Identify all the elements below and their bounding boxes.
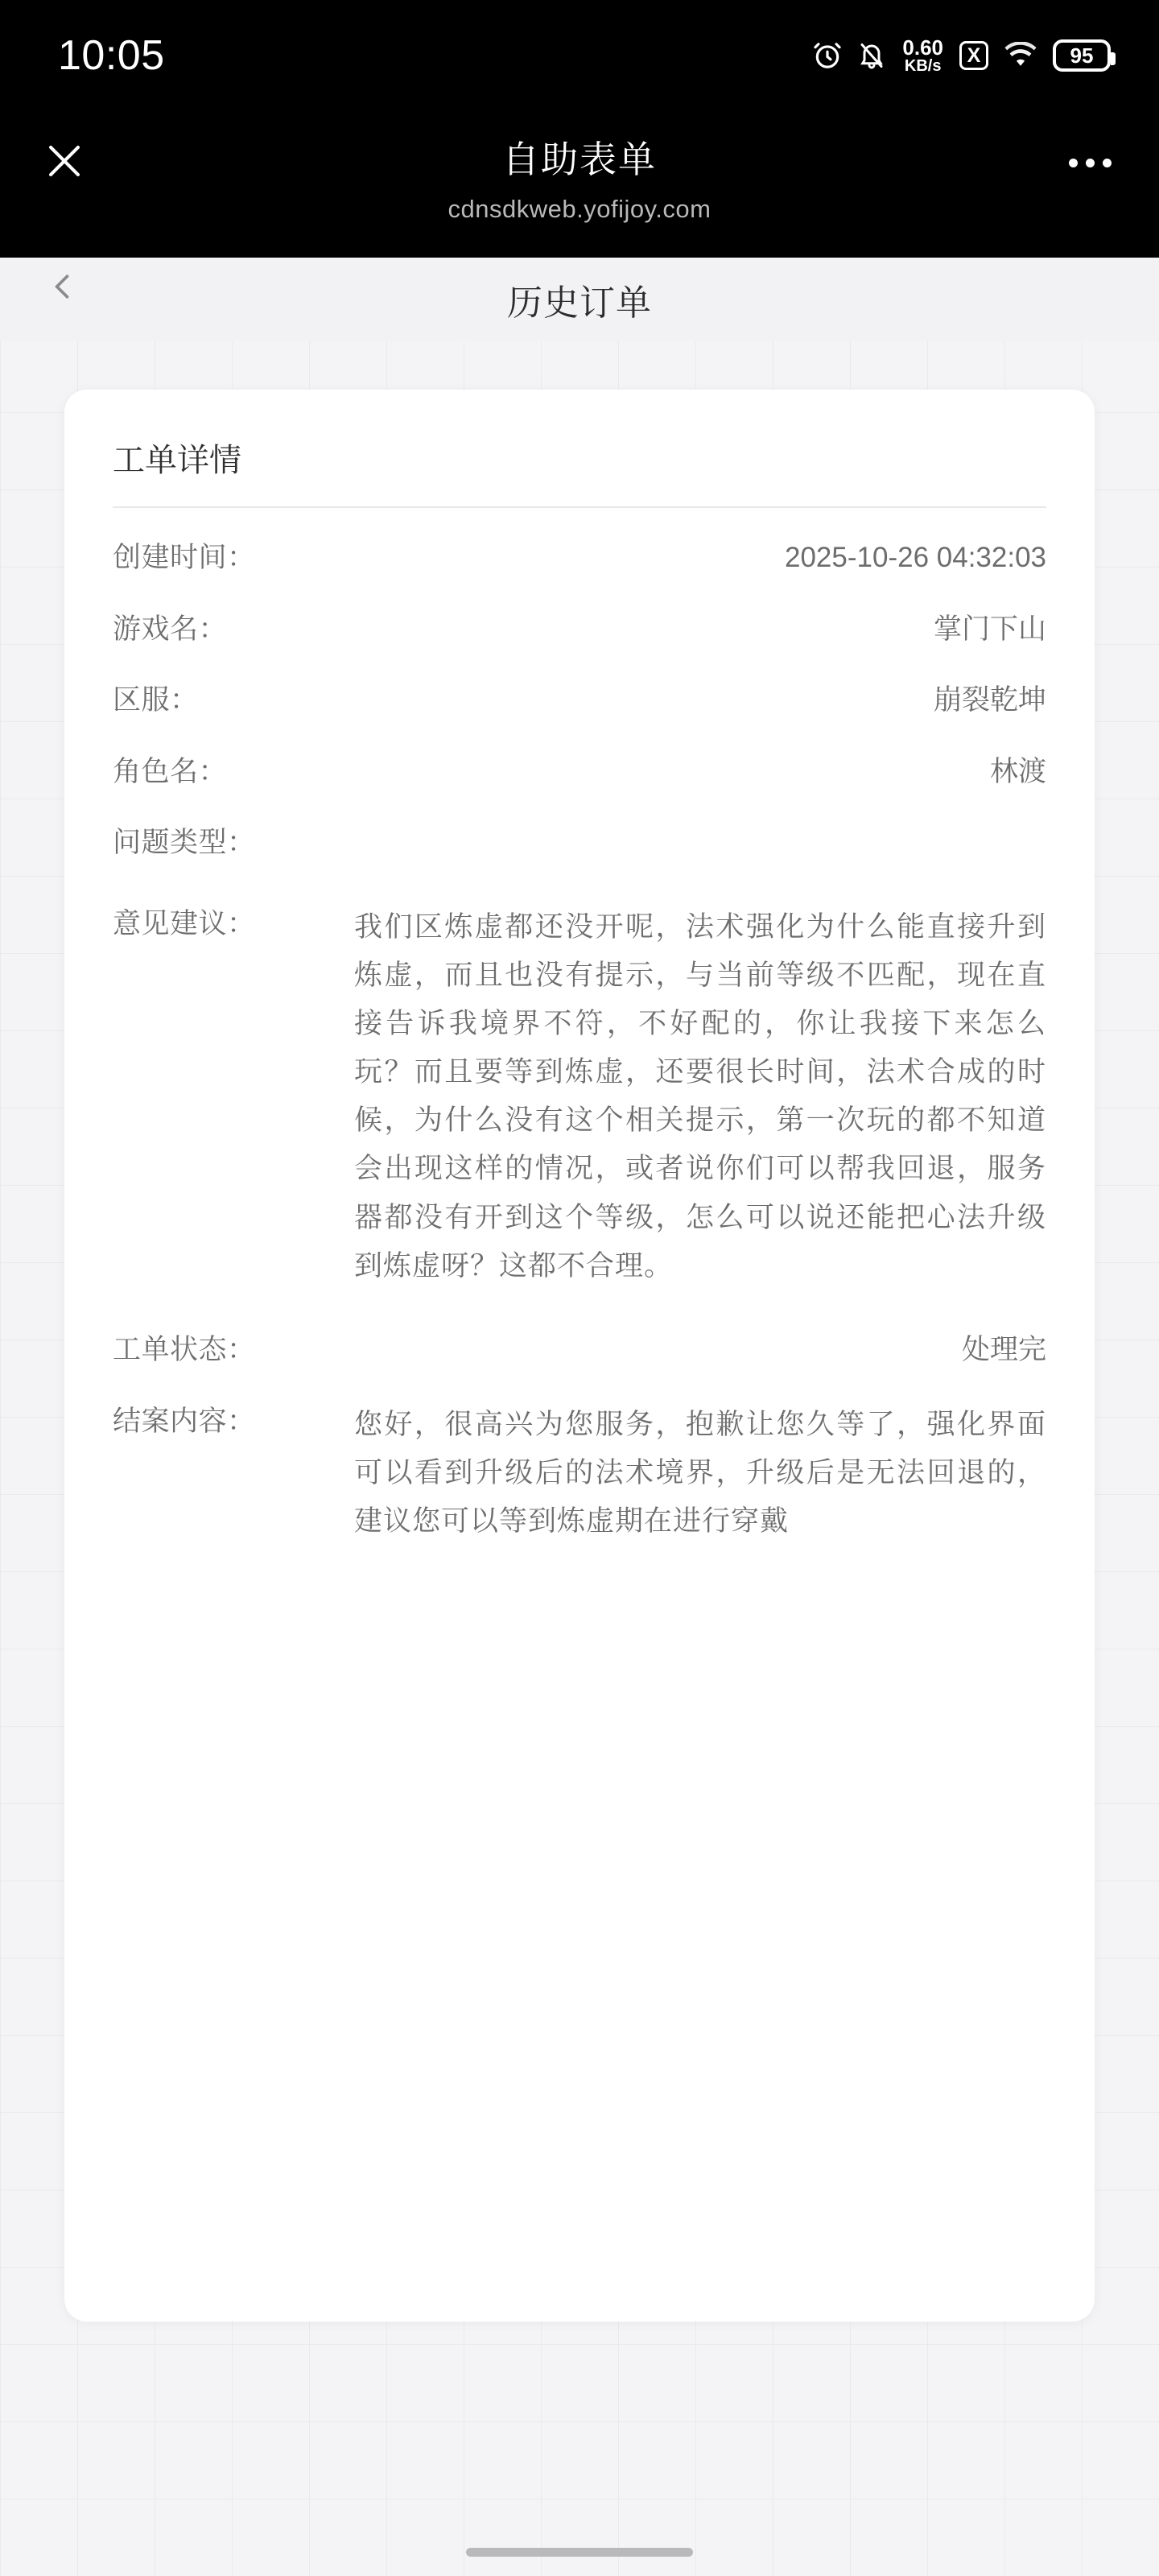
- page-content: [0, 258, 1159, 2576]
- table-row: [113, 1401, 1046, 1546]
- history-orders-header: [0, 258, 1159, 341]
- row-label: 游戏名：: [113, 613, 228, 645]
- row-label: 创建时间：: [113, 542, 256, 573]
- table-row: [113, 537, 1046, 580]
- page-title: 自助表单: [501, 138, 657, 180]
- row-label: 角色名：: [113, 755, 228, 787]
- table-row: [113, 609, 1046, 651]
- table-row: [113, 1329, 1046, 1372]
- table-row: [113, 903, 1046, 1291]
- home-indicator: [466, 2548, 693, 2557]
- network-speed-value: 0.60: [902, 35, 943, 60]
- status-bar-clock: 10:05: [58, 32, 165, 79]
- table-row: [113, 679, 1046, 722]
- row-value-feedback: 我们区炼虚都还没开呢，法术强化为什么能直接升到炼虚，而且也没有提示，与当前等级不匹配，现在直接告诉我境界不符，不好配的，你让我接下来怎么玩？而且要等到炼虚，还要很长时间，法术合成的时候，为什么没有这个相关提示，第一次玩的都不知道会出现这样的情况，或者说你们可以帮我回退，服务器都没有开到这个等级，怎么可以说还能把心法升级到炼虚呀？这都不合理。: [354, 910, 1046, 1282]
- row-value-role-name: 林渡: [989, 755, 1046, 787]
- row-label: 工单状态：: [113, 1334, 256, 1365]
- alarm-icon: [812, 40, 843, 71]
- ticket-detail-card: [64, 390, 1095, 2322]
- status-bar: [0, 0, 1159, 111]
- row-value-resolution: 您好，很高兴为您服务，抱歉让您久等了，强化界面可以看到升级后的法术境界，升级后是无法回退的，建议您可以等到炼虚期在进行穿戴: [354, 1408, 1046, 1537]
- table-row: [113, 822, 1046, 865]
- status-bar-icons: [812, 37, 1111, 75]
- row-label: 结案内容：: [113, 1405, 256, 1437]
- status-badge: 处理完: [961, 1334, 1046, 1365]
- bell-muted-icon: [857, 40, 886, 71]
- network-speed-indicator: [902, 37, 943, 75]
- history-orders-title: 历史订单: [507, 283, 652, 323]
- x-app-icon: X: [959, 41, 988, 70]
- battery-icon: [1053, 39, 1111, 72]
- close-icon[interactable]: [34, 130, 95, 192]
- row-label: 问题类型：: [113, 827, 256, 858]
- page-url: cdnsdkweb.yofijoy.com: [448, 195, 711, 223]
- nav-title-group: [448, 130, 711, 224]
- back-icon[interactable]: [39, 262, 87, 311]
- row-value-server: 崩裂乾坤: [933, 684, 1046, 716]
- wifi-icon: [1003, 42, 1038, 69]
- more-icon[interactable]: [1059, 138, 1120, 187]
- battery-level-label: 95: [1070, 43, 1094, 68]
- row-value-create-time: 2025-10-26 04:32:03: [785, 542, 1046, 573]
- webview-nav-bar: [0, 111, 1159, 258]
- row-label: 区服：: [113, 684, 199, 716]
- row-label: 意见建议：: [113, 907, 256, 939]
- row-value-game-name: 掌门下山: [933, 613, 1046, 645]
- ticket-detail-title: 工单详情: [113, 435, 1046, 508]
- network-speed-unit: KB/s: [904, 57, 942, 76]
- table-row: [113, 751, 1046, 794]
